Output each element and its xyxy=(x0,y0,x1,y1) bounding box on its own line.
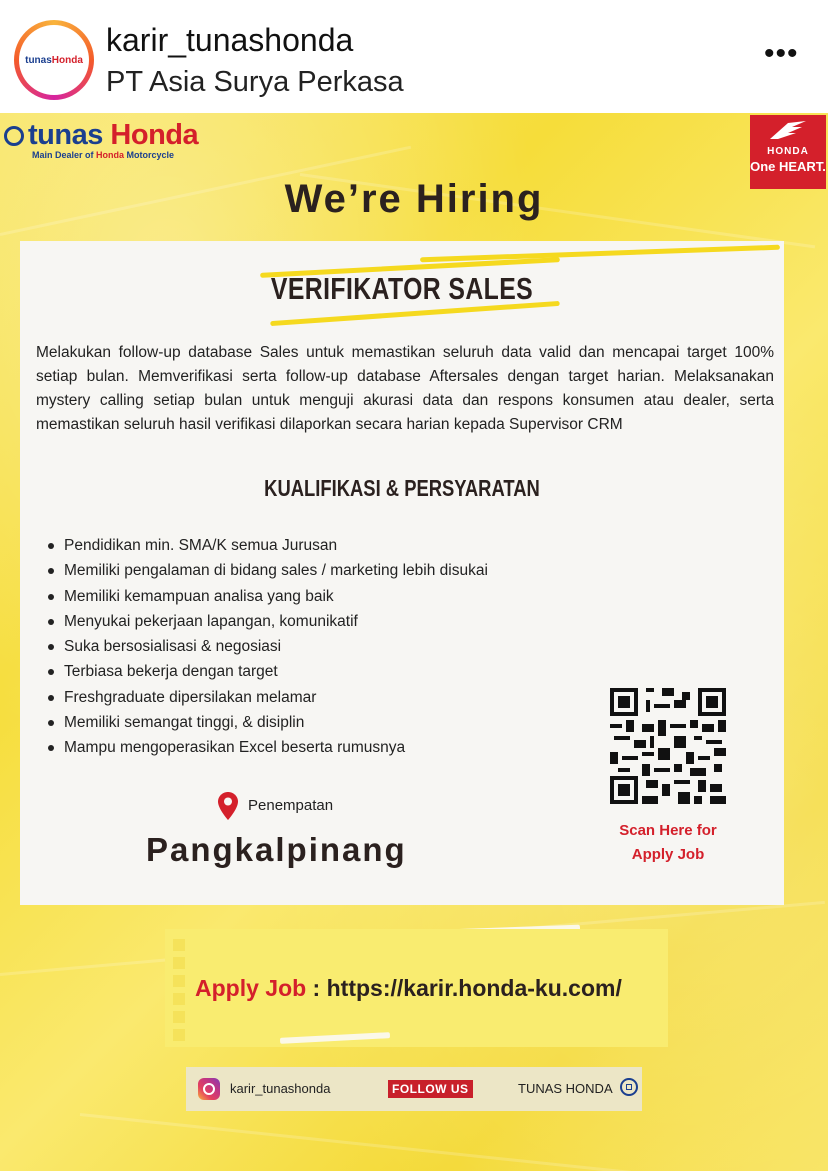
list-item: Memiliki pengalaman di bidang sales / marketing lebih disukai xyxy=(46,558,488,583)
list-item: Pendidikan min. SMA/K semua Jurusan xyxy=(46,533,488,558)
highlight-scribble xyxy=(420,245,780,263)
account-username[interactable]: karir_tunashonda xyxy=(106,22,354,58)
scan-instruction: Scan Here for Apply Job xyxy=(619,822,717,863)
list-item: Memiliki semangat tinggi, & disiplin xyxy=(46,710,488,735)
brand-social-name[interactable]: TUNAS HONDA xyxy=(518,1081,613,1096)
wheel-icon xyxy=(4,126,24,146)
honda-wing-icon xyxy=(750,119,826,146)
list-item: Suka bersosialisasi & negosiasi xyxy=(46,634,488,659)
avatar-logo: tunasHonda xyxy=(25,54,83,66)
paper-crease xyxy=(80,1113,776,1171)
post-image xyxy=(0,113,828,1171)
brand-social-icon xyxy=(620,1078,638,1096)
decorative-ticks xyxy=(173,939,185,1047)
post-header xyxy=(0,0,828,113)
placement-city: Pangkalpinang xyxy=(146,831,407,868)
job-card xyxy=(20,241,784,905)
list-item: Freshgraduate dipersilakan melamar xyxy=(46,685,488,710)
follow-us-badge: FOLLOW US xyxy=(388,1080,473,1098)
job-description: Melakukan follow-up database Sales untuk memastikan seluruh data valid dan mencapai target 100% setiap bulan. Memverifikasi serta follow-up database Aftersales dengan target harian. Melaksanakan mystery calling setiap bulan untuk menguji akurasi data dan respons konsumen atau dealer, serta memastikan seluruh hasil verifikasi dilaporkan secara harian kepada Supervisor CRM xyxy=(36,344,774,433)
placement-label: Penempatan xyxy=(248,797,334,814)
list-item: Mampu mengoperasikan Excel beserta rumusnya xyxy=(46,735,488,760)
apply-link[interactable]: Apply Job : https://karir.honda-ku.com/ xyxy=(195,975,622,1001)
apply-url[interactable]: https://karir.honda-ku.com/ xyxy=(326,975,622,1001)
social-bar xyxy=(186,1067,642,1111)
job-title: VERIFIKATOR SALES xyxy=(270,271,534,306)
qualifications-title: KUALIFIKASI & PERSYARATAN xyxy=(264,475,540,501)
account-subtitle[interactable]: PT Asia Surya Perkasa xyxy=(106,66,404,98)
instagram-icon xyxy=(198,1078,220,1100)
list-item: Terbiasa bekerja dengan target xyxy=(46,659,488,684)
list-item: Menyukai pekerjaan lapangan, komunikatif xyxy=(46,609,488,634)
location-pin-icon xyxy=(218,792,238,820)
honda-badge: HONDA One HEART. xyxy=(750,115,826,189)
qr-code-icon[interactable] xyxy=(610,688,726,804)
requirements-list xyxy=(46,533,488,761)
avatar[interactable] xyxy=(14,20,94,100)
apply-banner xyxy=(165,929,668,1047)
tunas-honda-logo: tunas Honda Main Dealer of Honda Motorcycle xyxy=(4,119,198,160)
more-options-icon[interactable]: ••• xyxy=(764,37,799,70)
instagram-handle[interactable]: karir_tunashonda xyxy=(230,1081,331,1096)
list-item: Memiliki kemampuan analisa yang baik xyxy=(46,584,488,609)
headline: We’re Hiring xyxy=(284,177,544,221)
